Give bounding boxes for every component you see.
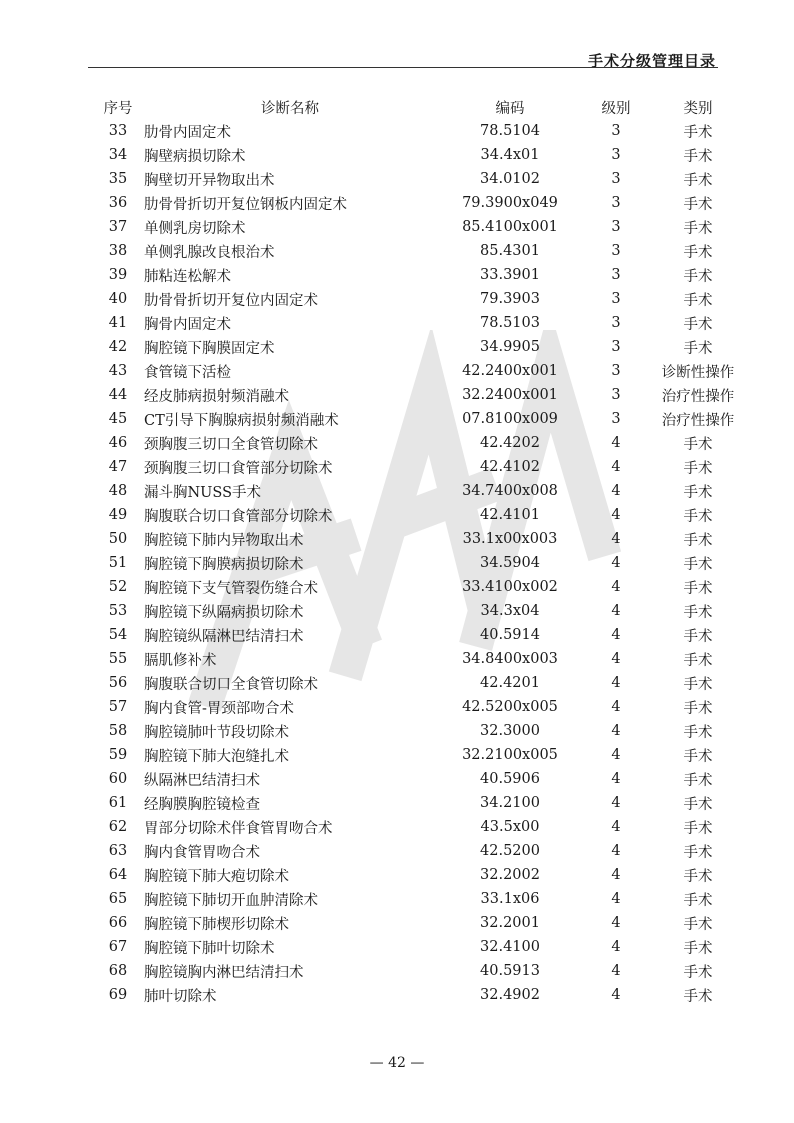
cell-name: 纵隔淋巴结清扫术 (144, 772, 260, 789)
cell-code: 32.2100x005 (462, 747, 558, 763)
cell-grade: 3 (611, 171, 621, 187)
cell-no: 52 (108, 579, 128, 595)
cell-type: 手术 (683, 844, 713, 861)
cell-grade: 4 (611, 483, 621, 499)
cell-no: 60 (108, 771, 128, 787)
table-row (96, 383, 744, 407)
cell-no: 69 (108, 987, 128, 1003)
cell-no: 65 (108, 891, 128, 907)
cell-type: 手术 (683, 892, 713, 909)
cell-grade: 4 (611, 939, 621, 955)
col-header-no: 序号 (103, 100, 133, 117)
cell-code: 42.4202 (480, 435, 540, 451)
cell-grade: 4 (611, 603, 621, 619)
cell-type: 手术 (683, 484, 713, 501)
table-row (96, 143, 744, 167)
cell-code: 79.3900x049 (462, 195, 558, 211)
cell-grade: 4 (611, 555, 621, 571)
cell-grade: 3 (611, 195, 621, 211)
cell-type: 手术 (683, 676, 713, 693)
table-row (96, 839, 744, 863)
cell-code: 40.5914 (480, 627, 540, 643)
table-row (96, 719, 744, 743)
cell-no: 54 (108, 627, 128, 643)
cell-code: 33.1x06 (480, 891, 540, 907)
cell-type: 手术 (683, 244, 713, 261)
cell-name: 胸腔镜下肺切开血肿清除术 (144, 892, 318, 909)
cell-no: 59 (108, 747, 128, 763)
cell-code: 34.9905 (480, 339, 540, 355)
table-row (96, 455, 744, 479)
table-row (96, 287, 744, 311)
cell-name: 胃部分切除术伴食管胃吻合术 (144, 820, 333, 837)
cell-grade: 4 (611, 987, 621, 1003)
cell-no: 68 (108, 963, 128, 979)
cell-name: 胸腔镜下胸膜固定术 (144, 340, 275, 357)
table-row (96, 743, 744, 767)
cell-type: 手术 (683, 628, 713, 645)
cell-type: 手术 (683, 748, 713, 765)
table-row (96, 479, 744, 503)
cell-code: 32.2400x001 (462, 387, 558, 403)
cell-name: 胸腔镜下纵隔病损切除术 (144, 604, 304, 621)
table-row (96, 815, 744, 839)
cell-no: 66 (108, 915, 128, 931)
cell-grade: 4 (611, 579, 621, 595)
cell-grade: 4 (611, 675, 621, 691)
cell-name: 胸腔镜纵隔淋巴结清扫术 (144, 628, 304, 645)
cell-code: 43.5x00 (480, 819, 540, 835)
cell-grade: 4 (611, 819, 621, 835)
cell-code: 32.4902 (480, 987, 540, 1003)
cell-type: 手术 (683, 916, 713, 933)
table-row (96, 983, 744, 1007)
cell-type: 手术 (683, 700, 713, 717)
cell-code: 33.1x00x003 (462, 531, 558, 547)
table-row (96, 959, 744, 983)
cell-no: 63 (108, 843, 128, 859)
cell-name: 胸腔镜下支气管裂伤缝合术 (144, 580, 318, 597)
table-row (96, 191, 744, 215)
table-row (96, 671, 744, 695)
header-title: 手术分级管理目录 (587, 52, 716, 70)
cell-name: 肋骨骨折切开复位内固定术 (144, 292, 318, 309)
cell-no: 43 (108, 363, 128, 379)
cell-grade: 4 (611, 963, 621, 979)
cell-type: 手术 (683, 460, 713, 477)
cell-grade: 4 (611, 723, 621, 739)
table-row (96, 167, 744, 191)
col-header-name: 诊断名称 (261, 100, 319, 117)
cell-name: 胸腔镜下肺楔形切除术 (144, 916, 289, 933)
cell-name: 胸腔镜下肺大疱切除术 (144, 868, 289, 885)
cell-type: 手术 (683, 532, 713, 549)
cell-name: 胸腔镜下胸膜病损切除术 (144, 556, 304, 573)
cell-no: 53 (108, 603, 128, 619)
cell-grade: 4 (611, 771, 621, 787)
cell-type: 手术 (683, 196, 713, 213)
cell-no: 58 (108, 723, 128, 739)
cell-name: 经胸膜胸腔镜检查 (144, 796, 260, 813)
cell-name: 胸内食管胃吻合术 (144, 844, 260, 861)
cell-grade: 4 (611, 699, 621, 715)
cell-grade: 3 (611, 267, 621, 283)
cell-no: 35 (108, 171, 128, 187)
cell-grade: 3 (611, 339, 621, 355)
cell-name: 胸腔镜下肺大泡缝扎术 (144, 748, 289, 765)
cell-type: 手术 (683, 292, 713, 309)
cell-type: 手术 (683, 724, 713, 741)
cell-type: 手术 (683, 340, 713, 357)
cell-code: 32.2002 (480, 867, 540, 883)
table-row (96, 311, 744, 335)
cell-type: 手术 (683, 868, 713, 885)
cell-code: 07.8100x009 (462, 411, 558, 427)
surgery-catalog-table (96, 95, 744, 1007)
cell-name: 食管镜下活检 (144, 364, 231, 381)
cell-no: 41 (108, 315, 128, 331)
cell-type: 诊断性操作 (661, 364, 735, 381)
cell-grade: 4 (611, 795, 621, 811)
cell-grade: 4 (611, 867, 621, 883)
table-body (96, 119, 744, 1007)
cell-no: 55 (108, 651, 128, 667)
cell-name: 单侧乳房切除术 (144, 220, 246, 237)
cell-code: 32.3000 (480, 723, 540, 739)
cell-grade: 3 (611, 147, 621, 163)
cell-code: 78.5104 (480, 123, 540, 139)
cell-no: 51 (108, 555, 128, 571)
cell-name: 胸腹联合切口食管部分切除术 (144, 508, 333, 525)
cell-no: 47 (108, 459, 128, 475)
cell-type: 手术 (683, 820, 713, 837)
page-number: — 42 — (369, 1055, 425, 1071)
cell-name: 胸内食管-胃颈部吻合术 (144, 700, 294, 717)
cell-code: 33.4100x002 (462, 579, 558, 595)
table-row (96, 215, 744, 239)
cell-code: 85.4301 (480, 243, 540, 259)
cell-no: 49 (108, 507, 128, 523)
table-row (96, 767, 744, 791)
cell-code: 79.3903 (480, 291, 540, 307)
cell-code: 34.2100 (480, 795, 540, 811)
cell-grade: 3 (611, 243, 621, 259)
cell-code: 78.5103 (480, 315, 540, 331)
cell-name: 颈胸腹三切口食管部分切除术 (144, 460, 333, 477)
table-row (96, 335, 744, 359)
table-row (96, 791, 744, 815)
cell-name: CT引导下胸腺病损射频消融术 (144, 412, 339, 429)
table-row (96, 887, 744, 911)
cell-name: 肋骨内固定术 (144, 124, 231, 141)
cell-code: 32.4100 (480, 939, 540, 955)
cell-grade: 4 (611, 507, 621, 523)
table-row (96, 239, 744, 263)
cell-no: 33 (108, 123, 128, 139)
cell-name: 胸腔镜下肺内异物取出术 (144, 532, 304, 549)
cell-grade: 4 (611, 915, 621, 931)
cell-no: 61 (108, 795, 128, 811)
cell-no: 44 (108, 387, 128, 403)
cell-no: 64 (108, 867, 128, 883)
cell-type: 手术 (683, 172, 713, 189)
cell-type: 手术 (683, 268, 713, 285)
cell-name: 肺叶切除术 (144, 988, 217, 1005)
cell-type: 手术 (683, 508, 713, 525)
cell-no: 48 (108, 483, 128, 499)
cell-name: 膈肌修补术 (144, 652, 217, 669)
cell-type: 手术 (683, 652, 713, 669)
cell-no: 57 (108, 699, 128, 715)
cell-name: 胸腹联合切口全食管切除术 (144, 676, 318, 693)
cell-type: 手术 (683, 580, 713, 597)
cell-name: 肋骨骨折切开复位钢板内固定术 (144, 196, 347, 213)
cell-grade: 4 (611, 627, 621, 643)
cell-name: 肺粘连松解术 (144, 268, 231, 285)
cell-type: 手术 (683, 964, 713, 981)
cell-no: 40 (108, 291, 128, 307)
cell-name: 胸腔镜下肺叶切除术 (144, 940, 275, 957)
table-row (96, 551, 744, 575)
cell-grade: 3 (611, 291, 621, 307)
cell-name: 胸壁切开异物取出术 (144, 172, 275, 189)
cell-type: 手术 (683, 148, 713, 165)
cell-code: 34.4x01 (480, 147, 540, 163)
cell-grade: 3 (611, 363, 621, 379)
cell-grade: 3 (611, 411, 621, 427)
cell-name: 颈胸腹三切口全食管切除术 (144, 436, 318, 453)
cell-type: 治疗性操作 (661, 412, 735, 429)
cell-no: 34 (108, 147, 128, 163)
table-header-row (96, 95, 744, 119)
cell-name: 单侧乳腺改良根治术 (144, 244, 275, 261)
cell-code: 40.5913 (480, 963, 540, 979)
cell-code: 34.3x04 (480, 603, 540, 619)
cell-grade: 3 (611, 219, 621, 235)
table-row (96, 503, 744, 527)
table-row (96, 863, 744, 887)
cell-grade: 3 (611, 387, 621, 403)
cell-code: 40.5906 (480, 771, 540, 787)
cell-code: 34.0102 (480, 171, 540, 187)
cell-code: 42.5200 (480, 843, 540, 859)
table-row (96, 527, 744, 551)
cell-name: 胸骨内固定术 (144, 316, 231, 333)
cell-no: 50 (108, 531, 128, 547)
cell-type: 手术 (683, 316, 713, 333)
cell-grade: 3 (611, 123, 621, 139)
cell-grade: 4 (611, 843, 621, 859)
table-row (96, 407, 744, 431)
cell-no: 67 (108, 939, 128, 955)
cell-code: 32.2001 (480, 915, 540, 931)
cell-code: 42.4101 (480, 507, 540, 523)
cell-code: 34.8400x003 (462, 651, 558, 667)
cell-code: 33.3901 (480, 267, 540, 283)
table-row (96, 431, 744, 455)
cell-code: 34.5904 (480, 555, 540, 571)
cell-grade: 4 (611, 891, 621, 907)
table-row (96, 359, 744, 383)
cell-type: 手术 (683, 436, 713, 453)
table-row (96, 575, 744, 599)
cell-type: 手术 (683, 940, 713, 957)
table-row (96, 695, 744, 719)
col-header-code: 编码 (495, 100, 525, 117)
cell-code: 34.7400x008 (462, 483, 558, 499)
table-row (96, 911, 744, 935)
col-header-type: 类别 (683, 100, 713, 117)
cell-grade: 4 (611, 747, 621, 763)
table-row (96, 623, 744, 647)
cell-no: 62 (108, 819, 128, 835)
cell-type: 治疗性操作 (661, 388, 735, 405)
cell-no: 39 (108, 267, 128, 283)
cell-type: 手术 (683, 556, 713, 573)
cell-type: 手术 (683, 220, 713, 237)
cell-grade: 4 (611, 651, 621, 667)
cell-grade: 4 (611, 435, 621, 451)
cell-no: 36 (108, 195, 128, 211)
cell-name: 胸壁病损切除术 (144, 148, 246, 165)
cell-no: 56 (108, 675, 128, 691)
cell-code: 42.4102 (480, 459, 540, 475)
cell-grade: 4 (611, 459, 621, 475)
cell-grade: 3 (611, 315, 621, 331)
table-row (96, 263, 744, 287)
cell-code: 85.4100x001 (462, 219, 558, 235)
cell-type: 手术 (683, 124, 713, 141)
cell-name: 漏斗胸NUSS手术 (144, 484, 262, 501)
cell-no: 38 (108, 243, 128, 259)
cell-name: 经皮肺病损射频消融术 (144, 388, 289, 405)
cell-no: 37 (108, 219, 128, 235)
cell-code: 42.5200x005 (462, 699, 558, 715)
table-row (96, 647, 744, 671)
cell-type: 手术 (683, 772, 713, 789)
cell-grade: 4 (611, 531, 621, 547)
cell-no: 46 (108, 435, 128, 451)
cell-type: 手术 (683, 796, 713, 813)
table-row (96, 599, 744, 623)
col-header-grade: 级别 (601, 100, 631, 117)
cell-type: 手术 (683, 988, 713, 1005)
header-rule (88, 67, 718, 68)
cell-code: 42.2400x001 (462, 363, 558, 379)
cell-no: 45 (108, 411, 128, 427)
table-row (96, 935, 744, 959)
cell-name: 胸腔镜肺叶节段切除术 (144, 724, 289, 741)
cell-code: 42.4201 (480, 675, 540, 691)
table-row (96, 119, 744, 143)
cell-type: 手术 (683, 604, 713, 621)
cell-name: 胸腔镜胸内淋巴结清扫术 (144, 964, 304, 981)
cell-no: 42 (108, 339, 128, 355)
